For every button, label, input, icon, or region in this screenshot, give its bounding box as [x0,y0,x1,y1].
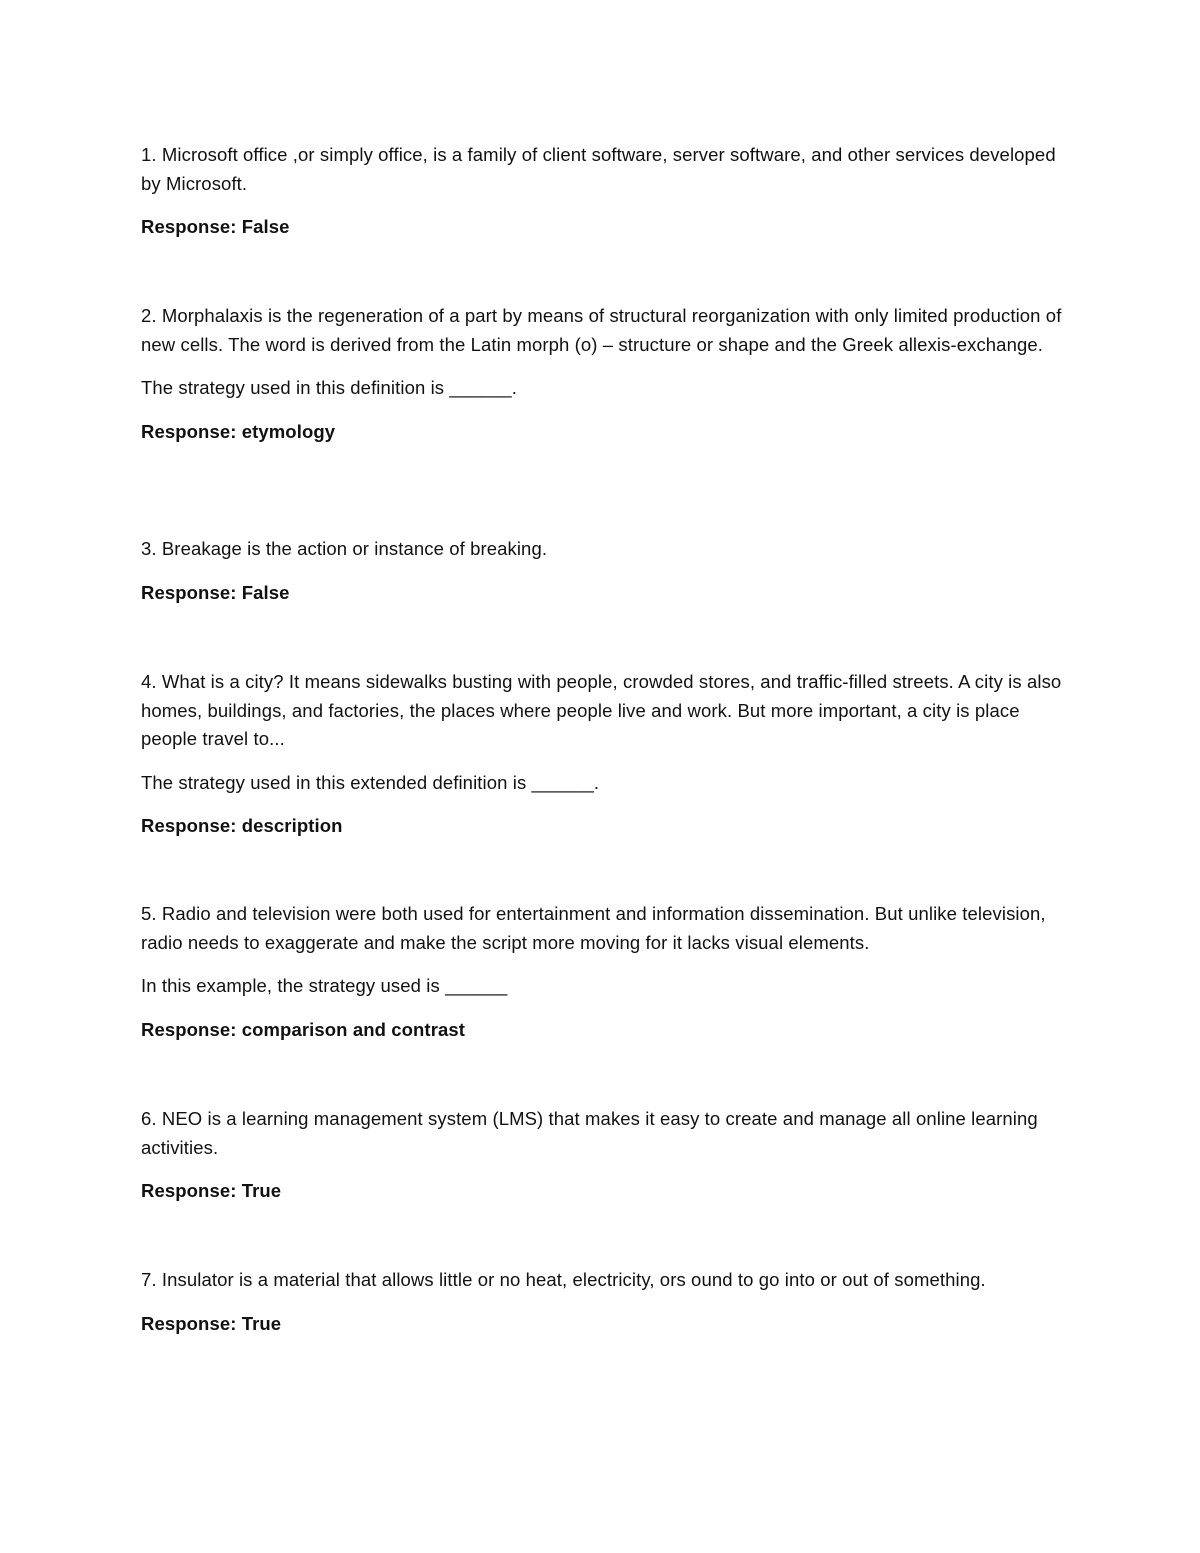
question-prompt: The strategy used in this extended definition is ______. [141,771,600,793]
question-3 [141,535,1076,607]
question-response: Response: comparison and contrast [141,1018,466,1040]
question-text: 7. Insulator is a material that allows little or no heat, electricity, ors ound to go into or out of something. [141,1269,986,1290]
question-prompt: In this example, the strategy used is ______ [141,975,508,996]
question-2 [141,302,1076,446]
question-4 [141,668,1076,841]
question-5 [141,900,1076,1044]
question-6 [141,1105,1076,1206]
question-1 [141,141,1076,242]
question-text: 2. Morphalaxis is the regeneration of a part by means of structural reorganization with only limited production of new cells. The word is derived from the Latin morph (o) – structure or shape and the Greek allexis-exchange. [141,305,1062,355]
question-text: 4. What is a city? It means sidewalks busting with people, crowded stores, and traffic-filled streets. A city is also homes, buildings, and factories, the places where people live and work. But more important, a city is place people travel to... [141,671,1062,749]
question-text: 1. Microsoft office ,or simply office, is a family of client software, server software, and other services developed by Microsoft. [141,144,1056,194]
question-prompt: The strategy used in this definition is ______. [141,377,517,398]
question-response: Response: False [141,216,290,237]
question-response: Response: etymology [141,420,336,442]
question-response: Response: False [141,581,290,603]
question-text: 6. NEO is a learning management system (LMS) that makes it easy to create and manage all online learning activities. [141,1108,1038,1158]
question-text: 5. Radio and television were both used for entertainment and information dissemination. But unlike television, radio needs to exaggerate and make the script more moving for it lacks visual elements. [141,903,1046,953]
question-response: Response: True [141,1312,282,1334]
question-text: 3. Breakage is the action or instance of breaking. [141,538,548,559]
question-response: Response: description [141,815,343,836]
question-7 [141,1266,1076,1338]
question-response: Response: True [141,1180,282,1201]
